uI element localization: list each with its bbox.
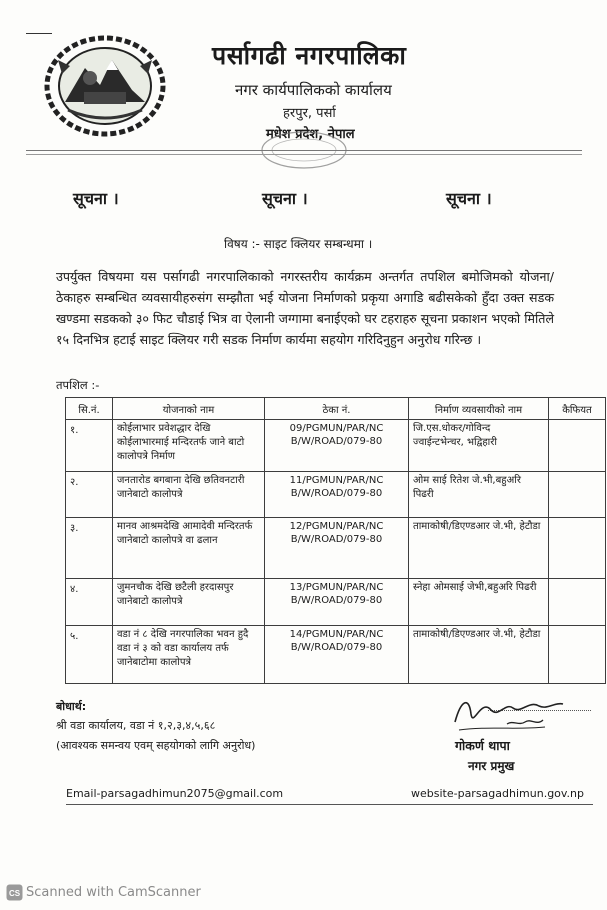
cell-plan-name: वडा नं ८ देखि नगरपालिका भवन हुदै वडा नं ३ को वडा कार्यालय तर्फ जानेबाटोमा कालोपत्रे — [113, 626, 265, 684]
table-row — [66, 472, 606, 518]
signatory-name: गोकर्ण थापा — [455, 738, 510, 753]
notice-heading-center: सूचना । — [262, 189, 308, 208]
table-row — [66, 626, 606, 684]
header-builder: निर्माण व्यवसायीको नाम — [409, 398, 549, 420]
cell-plan-name: जनतारोड बगबाना देखि छतिवनटारी जानेबाटो कालोपत्रे — [113, 472, 265, 518]
cell-builder: तामाकोषी/डिएण्डआर जे.भी, हेटौडा — [409, 518, 549, 579]
cell-remarks — [549, 579, 606, 626]
table-row — [66, 579, 606, 626]
project-table — [65, 397, 606, 684]
footer-divider — [66, 804, 593, 805]
cell-serial: २. — [66, 472, 113, 518]
cell-remarks — [549, 626, 606, 684]
cell-builder: स्नेहा ओमसाई जेभी,बहुअरि पिढरी — [409, 579, 549, 626]
svg-text:CS: CS — [8, 889, 21, 898]
cell-contract-no: 13/PGMUN/PAR/NC B/W/ROAD/079-80 — [265, 579, 409, 626]
table-header-row — [66, 398, 606, 420]
cell-builder: जि.एस.धोकर/गोविन्द ज्वाईन्टभेन्चर, भद्विहारी — [409, 420, 549, 472]
copy-to-request: (आवश्यक समन्वय एवम् सहयोगको लागि अनुरोध) — [56, 739, 256, 752]
cell-serial: ३. — [66, 518, 113, 579]
cell-contract-no: 09/PGMUN/PAR/NC B/W/ROAD/079-80 — [265, 420, 409, 472]
header-divider — [26, 150, 582, 151]
office-stamp-icon — [258, 128, 350, 170]
cell-remarks — [549, 518, 606, 579]
cell-contract-no: 12/PGMUN/PAR/NC B/W/ROAD/079-80 — [265, 518, 409, 579]
office-province: मधेश प्रदेश, नेपाल — [266, 127, 355, 142]
details-label: तपशिल :- — [56, 378, 100, 392]
contact-email: Email-parsagadhimun2075@gmail.com — [66, 787, 284, 800]
cell-plan-name: कोईलाभार प्रवेशद्धार देखि कोईलाभारमाई मन्दिरतर्फ जाने बाटो कालोपत्रे निर्माण — [113, 420, 265, 472]
cell-contract-no: 14/PGMUN/PAR/NC B/W/ROAD/079-80 — [265, 626, 409, 684]
cell-plan-name: जुमनचौक देखि छटैली हरदासपुर जानेबाटो कालोपत्रे — [113, 579, 265, 626]
header-plan-name: योजनाको नाम — [113, 398, 265, 420]
cell-builder: ओम साई रितेश जे.भी,बहुअरि पिढरी — [409, 472, 549, 518]
scanner-watermark: Scanned with CamScanner — [26, 885, 201, 900]
notice-heading-right: सूचना । — [446, 189, 492, 208]
cell-serial: १. — [66, 420, 113, 472]
cell-serial: ५. — [66, 626, 113, 684]
copy-to-heading: बोधार्थ: — [56, 700, 87, 713]
notice-body: उपर्युक्त विषयमा यस पर्सागढी नगरपालिकाको नगरस्तरीय कार्यक्रम अन्तर्गत तपशिल बमोजिमको योजना/ठेकाहरु सम्बन्धित व्यवसायीहरुसंग सम्झौता भई योजना निर्माणको प्रकृया अगाडि बढीसकेको हुँदा उक्त सडक खण्डमा सडकको ३० फिट चौडाई भित्र वा ऐलानी जग्गामा बनाईएको घर टहराहरु सूचना प्रकाशन भएको मितिले १५ दिनभित्र हटाई साइट क्लियर गरी सडक निर्माण कार्यमा सहयोग गरिदिनुहुन अनुरोध गरिन्छ । — [56, 269, 554, 347]
notice-subject: विषय :- साइट क्लियर सम्बन्धमा । — [224, 237, 373, 251]
cell-contract-no: 11/PGMUN/PAR/NC B/W/ROAD/079-80 — [265, 472, 409, 518]
camscanner-logo-icon — [6, 884, 23, 901]
handwritten-signature-icon — [447, 690, 607, 740]
table-row — [66, 420, 606, 472]
header-remarks: कैफियत — [549, 398, 606, 420]
office-name: नगर कार्यपालिकको कार्यालय — [235, 81, 392, 99]
cell-remarks — [549, 420, 606, 472]
copy-to-ward-offices: श्री वडा कार्यालय, वडा नं १,२,३,४,५,६८ — [56, 719, 216, 732]
office-address: हरपुर, पर्सा — [283, 106, 336, 121]
cell-builder: तामाकोषी/डिएण्डआर जे.भी, हेटौडा — [409, 626, 549, 684]
cell-plan-name: मानव आश्रमदेखि आमादेवी मन्दिरतर्फ जानेबाटो कालोपत्रे वा ढलान — [113, 518, 265, 579]
municipality-emblem-icon — [40, 30, 170, 138]
header-divider-second — [26, 154, 582, 155]
notice-heading-left: सूचना । — [73, 189, 119, 208]
contact-website: website-parsagadhimun.gov.np — [411, 787, 585, 800]
header-contract-no: ठेका नं. — [265, 398, 409, 420]
cell-remarks — [549, 472, 606, 518]
municipality-name: पर्सागढी नगरपालिका — [212, 41, 407, 70]
signatory-role: नगर प्रमुख — [468, 759, 515, 773]
cell-serial: ४. — [66, 579, 113, 626]
header-serial: सि.नं. — [66, 398, 113, 420]
table-row — [66, 518, 606, 579]
